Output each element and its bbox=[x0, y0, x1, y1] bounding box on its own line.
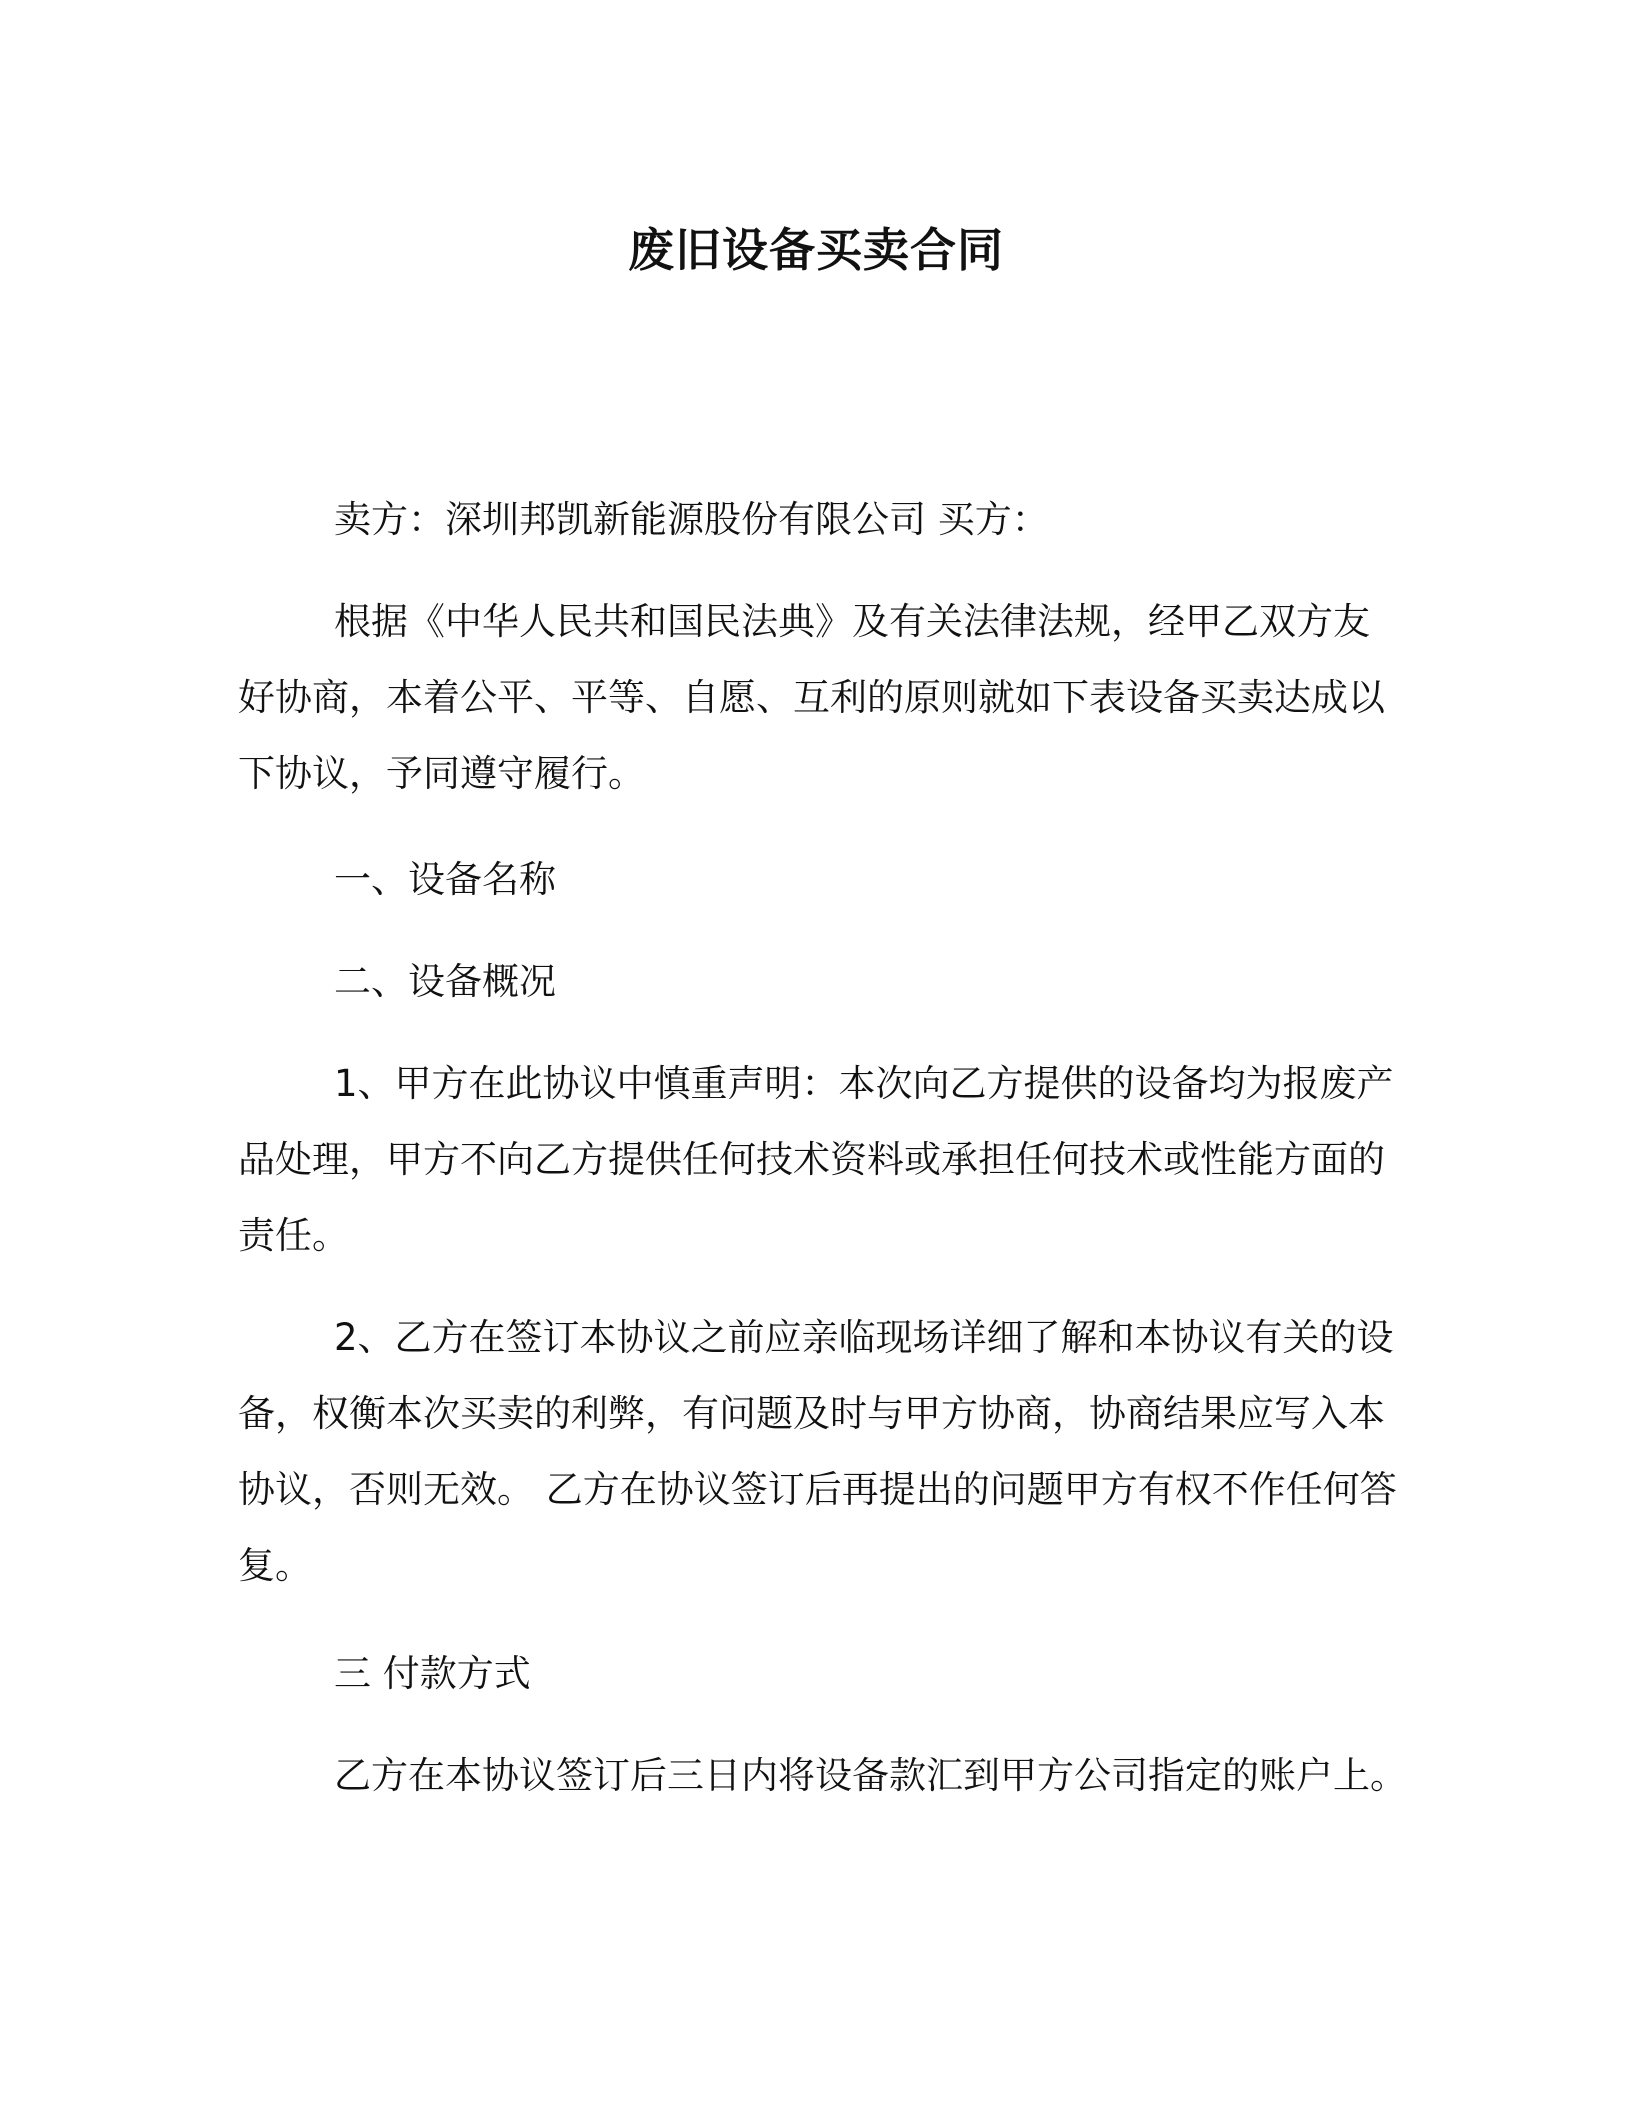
document-title: 废旧设备买卖合同 bbox=[628, 223, 1004, 277]
clause-1-paragraph: 1、甲方在此协议中慎重声明：本次向乙方提供的设备均为报废产品处理，甲方不向乙方提供任何技术资料或承担任何技术或性能方面的责任。 bbox=[238, 1062, 1394, 1257]
intro-paragraph: 根据《中华人民共和国民法典》及有关法律法规，经甲乙双方友好协商，本着公平、平等、自愿、互利的原则就如下表设备买卖达成以下协议，予同遵守履行。 bbox=[238, 600, 1385, 795]
parties-line: 卖方：深圳邦凯新能源股份有限公司 买方： bbox=[334, 498, 1049, 541]
section-2-heading: 二、设备概况 bbox=[334, 960, 556, 1003]
section-3-heading: 三 付款方式 bbox=[334, 1652, 531, 1695]
section-1-heading: 一、设备名称 bbox=[334, 858, 556, 901]
clause-2-paragraph: 2、乙方在签订本协议之前应亲临现场详细了解和本协议有关的设备，权衡本次买卖的利弊，有问题及时与甲方协商，协商结果应写入本协议，否则无效。 乙方在协议签订后再提出的问题甲方有权不作任何答复。 bbox=[238, 1316, 1397, 1587]
payment-paragraph: 乙方在本协议签订后三日内将设备款汇到甲方公司指定的账户上。 bbox=[334, 1754, 1407, 1797]
